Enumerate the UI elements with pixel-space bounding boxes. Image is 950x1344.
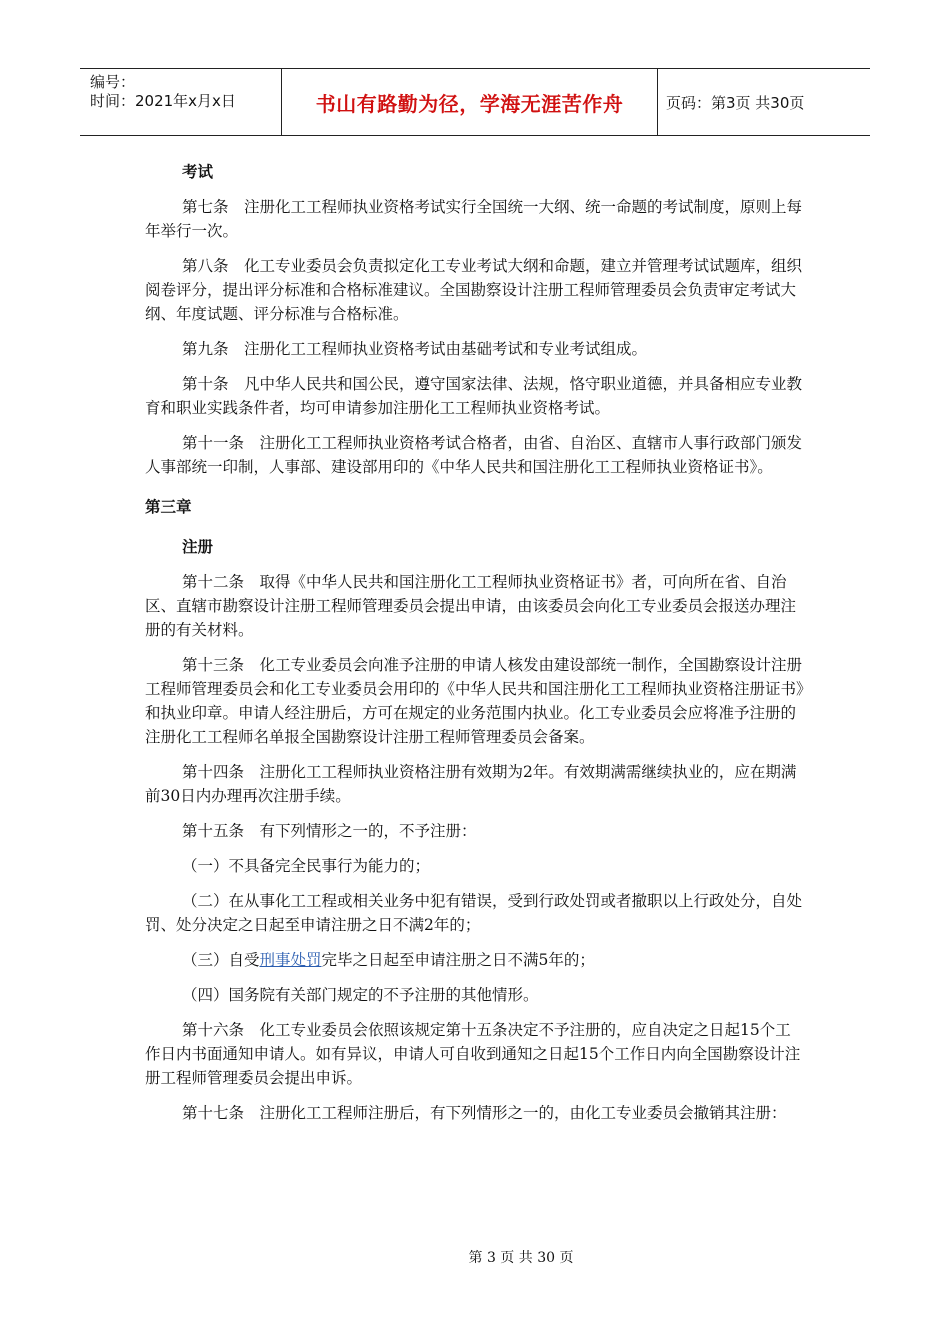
list-item-3 — [145, 948, 805, 972]
section-heading-exam: 考试 — [182, 163, 214, 181]
section-heading-registration: 注册 — [182, 538, 214, 556]
article-14: 第十四条 注册化工工程师执业资格注册有效期为2年。有效期满需继续执业的，应在期满前30日内办理再次注册手续。 — [145, 763, 797, 805]
article-9: 第九条 注册化工工程师执业资格考试由基础考试和专业考试组成。 — [182, 340, 648, 358]
header-number-label: 编号： — [90, 73, 136, 91]
article-11: 第十一条 注册化工工程师执业资格考试合格者，由省、自治区、直辖市人事行政部门颁发人事部统一印制，人事部、建设部用印的《中华人民共和国注册化工工程师执业资格证书》。 — [145, 434, 803, 476]
article-15: 第十五条 有下列情形之一的，不予注册： — [182, 822, 477, 840]
article-10: 第十条 凡中华人民共和国公民，遵守国家法律、法规，恪守职业道德，并具备相应专业教育和职业实践条件者，均可申请参加注册化工工程师执业资格考试。 — [145, 375, 803, 417]
article-7: 第七条 注册化工工程师执业资格考试实行全国统一大纲、统一命题的考试制度，原则上每年举行一次。 — [145, 198, 803, 240]
header-page-info: 页码：第3页 共30页 — [666, 93, 805, 112]
chapter-heading: 第三章 — [145, 498, 192, 516]
header-time-label: 时间：2021年x月x日 — [90, 92, 236, 110]
list-item-3-suffix: 完毕之日起至申请注册之日不满5年的； — [321, 951, 595, 969]
header-motto: 书山有路勤为径，学海无涯苦作舟 — [315, 91, 624, 116]
article-13: 第十三条 化工专业委员会向准予注册的申请人核发由建设部统一制作，全国勘察设计注册工程师管理委员会和化工专业委员会用印的《中华人民共和国注册化工工程师执业资格注册证书》和执业印章。申请人经注册后，方可在规定的业务范围内执业。化工专业委员会应将准予注册的注册化工工程师名单报全国勘察设计注册工程师管理委员会备案。 — [145, 656, 804, 746]
list-item-1: （一）不具备完全民事行为能力的； — [182, 857, 431, 875]
page-footer: 第 3 页 共 30 页 — [468, 1250, 574, 1266]
article-16: 第十六条 化工专业委员会依照该规定第十五条决定不予注册的，应自决定之日起15个工作日内书面通知申请人。如有异议，申请人可自收到通知之日起15个工作日内向全国勘察设计注册工程师管理委员会提出申诉。 — [145, 1021, 801, 1087]
page-header — [80, 68, 870, 136]
article-12: 第十二条 取得《中华人民共和国注册化工工程师执业资格证书》者，可向所在省、自治区、直辖市勘察设计注册工程师管理委员会提出申请，由该委员会向化工专业委员会报送办理注册的有关材料。 — [145, 573, 797, 639]
document-body — [145, 160, 805, 1125]
article-8: 第八条 化工专业委员会负责拟定化工专业考试大纲和命题，建立并管理考试试题库，组织阅卷评分，提出评分标准和合格标准建议。全国勘察设计注册工程师管理委员会负责审定考试大纲、年度试题、评分标准与合格标准。 — [145, 257, 803, 323]
header-meta — [80, 69, 281, 135]
list-item-2: （二）在从事化工工程或相关业务中犯有错误，受到行政处罚或者撤职以上行政处分，自处罚、处分决定之日起至申请注册之日不满2年的； — [145, 892, 803, 934]
header-motto-cell — [281, 69, 658, 135]
list-item-4: （四）国务院有关部门规定的不予注册的其他情形。 — [182, 986, 539, 1004]
article-17: 第十七条 注册化工工程师注册后，有下列情形之一的，由化工专业委员会撤销其注册： — [182, 1104, 787, 1122]
list-item-3-prefix: （三）自受 — [182, 951, 260, 969]
criminal-penalty-link[interactable]: 刑事处罚 — [259, 951, 322, 969]
